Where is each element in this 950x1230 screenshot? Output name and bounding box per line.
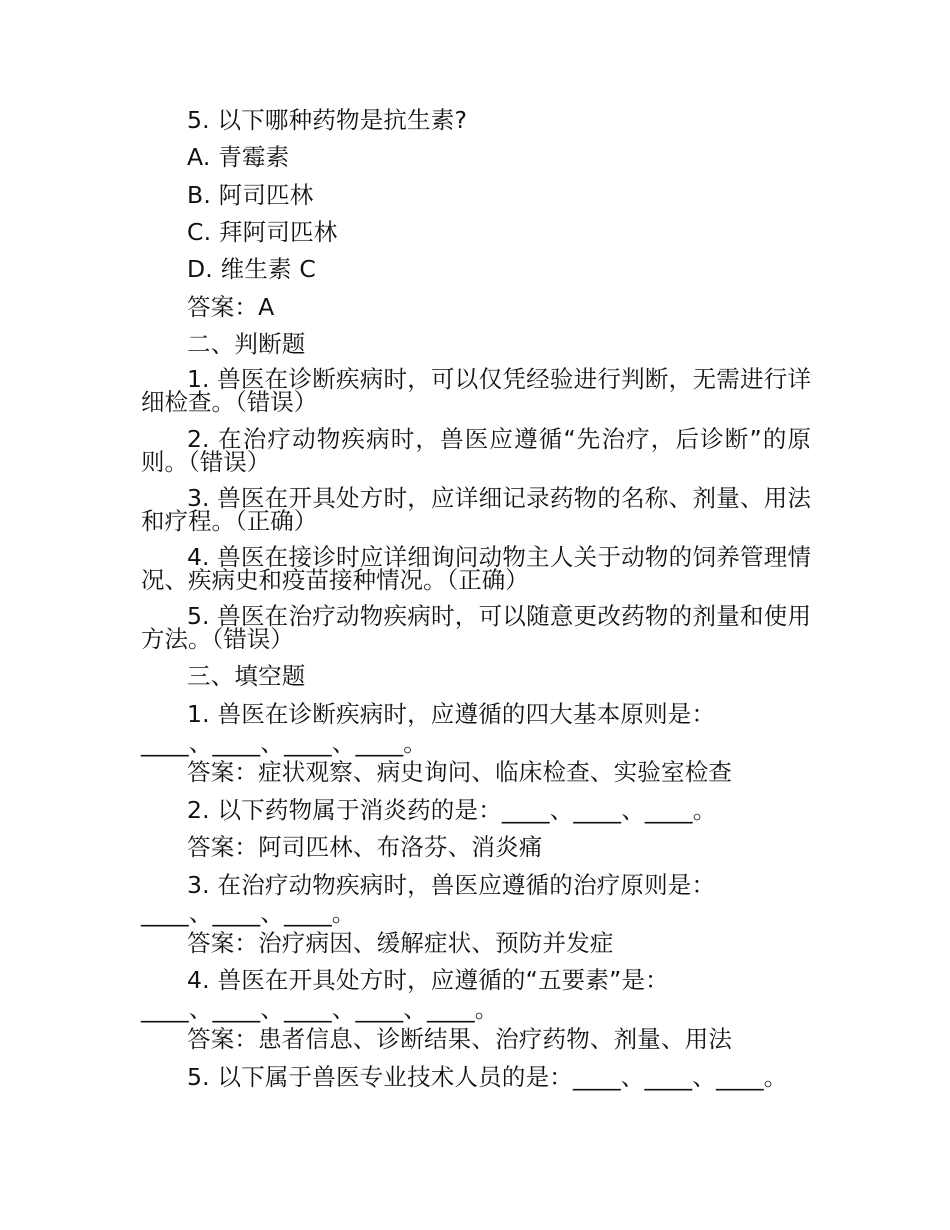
fill-question-4: 4. 兽医在开具处方时，应遵循的“五要素”是： [187, 966, 669, 994]
mcq-question-5: 5. 以下哪种药物是抗生素? [187, 106, 468, 134]
fill-question-1-blanks: ____、____、____、____。 [141, 729, 427, 757]
mcq-option-a: A. 青霉素 [187, 143, 290, 171]
judge-item-4: 4. 兽医在接诊时应详细询问动物主人关于动物的饲养管理情况、疾病史和疫苗接种情况。（正确） [141, 543, 811, 594]
judge-item-2: 2. 在治疗动物疾病时，兽医应遵循“先治疗，后诊断”的原则。（错误） [141, 425, 811, 476]
mcq-option-c: C. 拜阿司匹林 [187, 218, 338, 246]
judge-item-1: 1. 兽医在诊断疾病时，可以仅凭经验进行判断，无需进行详细检查。（错误） [141, 365, 811, 416]
fill-question-3-blanks: ____、____、____。 [141, 899, 356, 927]
fill-question-2: 2. 以下药物属于消炎药的是：____、____、____。 [187, 796, 717, 824]
judge-item-3: 3. 兽医在开具处方时，应详细记录药物的名称、剂量、用法和疗程。（正确） [141, 484, 811, 535]
fill-question-5: 5. 以下属于兽医专业技术人员的是：____、____、____。 [187, 1063, 788, 1091]
fill-answer-3: 答案：治疗病因、缓解症状、预防并发症 [187, 929, 614, 957]
mcq-answer: 答案：A [187, 293, 275, 321]
fill-section-heading: 三、填空题 [187, 662, 306, 690]
fill-answer-1: 答案：症状观察、病史询问、临床检查、实验室检查 [187, 758, 733, 786]
judge-section-heading: 二、判断题 [187, 330, 306, 358]
mcq-option-b: B. 阿司匹林 [187, 181, 314, 209]
mcq-option-d: D. 维生素 C [187, 255, 317, 283]
fill-question-3: 3. 在治疗动物疾病时，兽医应遵循的治疗原则是： [187, 871, 716, 899]
judge-item-5: 5. 兽医在治疗动物疾病时，可以随意更改药物的剂量和使用方法。（错误） [141, 602, 811, 653]
fill-question-4-blanks: ____、____、____、____、____。 [141, 995, 499, 1023]
fill-answer-4: 答案：患者信息、诊断结果、治疗药物、剂量、用法 [187, 1025, 733, 1053]
fill-question-1: 1. 兽医在诊断疾病时，应遵循的四大基本原则是： [187, 700, 716, 728]
fill-answer-2: 答案：阿司匹林、布洛芬、消炎痛 [187, 833, 543, 861]
